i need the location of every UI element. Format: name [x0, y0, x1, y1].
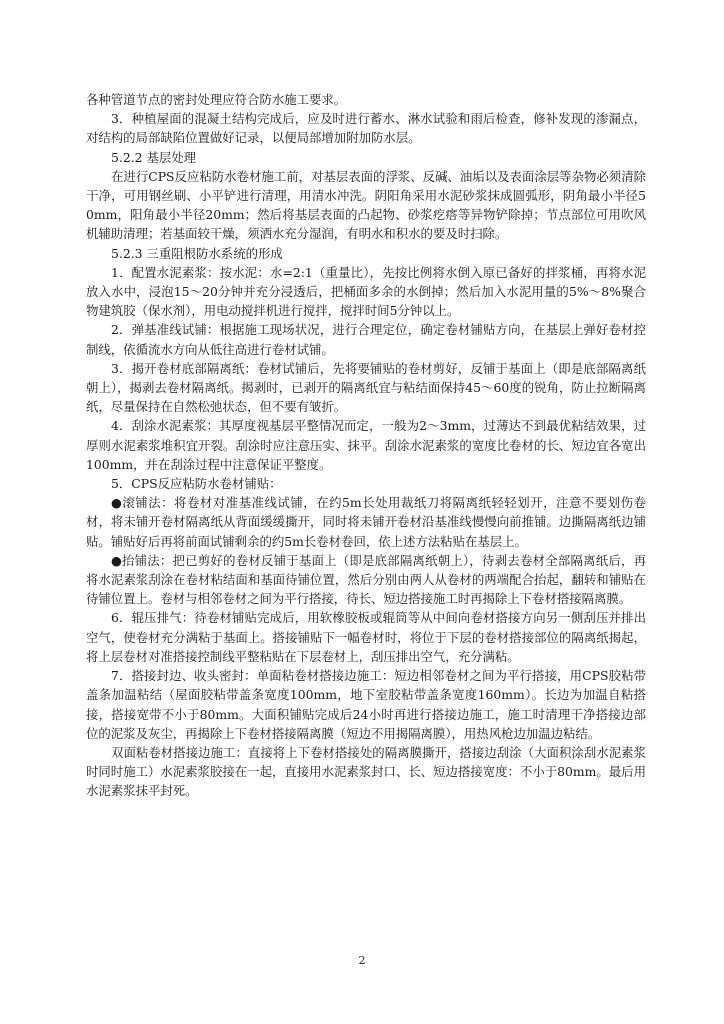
paragraph-step-4: 4．刮涂水泥素浆：其厚度视基层平整情况而定，一般为2～3mm，过薄达不到最优粘结效果，过厚则水泥素浆堆积宜开裂。刮涂时应注意压实、抹平。刮涂水泥素浆的宽度比卷材的长、短边宜各宽出100mm，并在刮涂过程中注意保证平整度。	[86, 418, 646, 472]
paragraph-step-6: 6．辊压排气：待卷材铺贴完成后，用软橡胶板或辊筒等从中间向卷材搭接方向另一侧刮压并排出空气，使卷材充分满粘于基面上。搭接铺贴下一幅卷材时，将位于下层的卷材搭接部位的隔离纸揭起，将上层卷材对准搭接控制线平整粘贴在下层卷材上，刮压排出空气，充分满粘。	[86, 610, 646, 664]
paragraph-item-3: 3．种植屋面的混凝土结构完成后，应及时进行蓄水、淋水试验和雨后检查，修补发现的渗漏点，对结构的局部缺陷位置做好记录，以便局部增加附加防水层。	[86, 111, 646, 146]
paragraph-rolling-method: ●滚铺法：将卷材对准基准线试铺，在约5m长处用裁纸刀将隔离纸轻轻划开，注意不要划伤卷材，将未铺开卷材隔离纸从背面缓缓撕开，同时将未铺开卷材沿基准线慢慢向前推铺。边撕隔离纸边铺贴。铺贴好后再将前面试铺剩余的约5m长卷材卷回，依上述方法粘贴在基层上。	[86, 495, 646, 549]
paragraph-continuation: 各种管道节点的密封处理应符合防水施工要求。	[86, 92, 347, 107]
document-body	[86, 90, 646, 801]
paragraph-base-treatment: 在进行CPS反应粘防水卷材施工前，对基层表面的浮浆、反碱、油垢以及表面涂层等杂物必须清除干净，可用钢丝刷、小平铲进行清理，用清水冲洗。阴阳角采用水泥砂浆抹成圆弧形，阴角最小半径50mm，阳角最小半径20mm；然后将基层表面的凸起物、砂浆疙瘩等异物铲除掉；节点部位可用吹风机辅助清理；若基面较干燥，须洒水充分湿润，有明水和积水的要及时扫除。	[86, 168, 646, 242]
paragraph-double-sided: 双面粘卷材搭接边施工：直接将上下卷材搭接处的隔离膜撕开，搭接边刮涂（大面积涂刮水泥素浆时同时施工）水泥素浆胶接在一起，直接用水泥素浆封口、长、短边搭接宽度：不小于80mm。最后用水泥素浆抹平封死。	[86, 744, 646, 799]
page-number: 2	[358, 954, 366, 967]
paragraph-step-1: 1．配置水泥素浆：按水泥：水=2:1（重量比），先按比例将水倒入原已备好的拌浆桶，再将水泥放入水中，浸泡15～20分钟并充分浸透后，把桶面多余的水倒掉；然后加入水泥用量的5%～8%聚合物建筑胶（保水剂），用电动搅拌机进行搅拌，搅拌时间5分钟以上。	[86, 264, 646, 319]
paragraph-step-3: 3．揭开卷材底部隔离纸：卷材试铺后，先将要铺贴的卷材剪好，反铺于基面上（即是底部隔离纸朝上），揭剥去卷材隔离纸。揭剥时，已剥开的隔离纸宜与粘结面保持45～60度的锐角，防止拉断隔离纸，尽量保持在自然松弛状态，但不要有皱折。	[86, 360, 646, 415]
paragraph-lifting-method: ●抬铺法：把已剪好的卷材反铺于基面上（即是底部隔离纸朝上），待剥去卷材全部隔离纸后，再将水泥素浆刮涂在卷材粘结面和基面待铺位置，然后分别由两人从卷材的两端配合抬起，翻转和铺贴在待铺位置上。卷材与相邻卷材之间为平行搭接，待长、短边搭接施工时再揭除上下卷材搭接隔离膜。	[86, 552, 646, 607]
section-heading-5-2-3: 5.2.3 三重阻根防水系统的形成	[111, 245, 283, 261]
paragraph-step-7: 7．搭接封边、收头密封：单面粘卷材搭接边施工：短边相邻卷材之间为平行搭接，用CPS胶粘带盖条加温粘结（屋面胶粘带盖条宽度100mm，地下室胶粘带盖条宽度160mm）。长边为加温自粘搭接，搭接宽带不小于80mm。大面积铺贴完成后24小时再进行搭接边施工，施工时清理干净搭接边部位的泥浆及灰尘，再揭除上下卷材搭接隔离膜（短边不用揭隔离膜），用热风枪边加温边粘结。	[86, 668, 646, 741]
paragraph-step-2: 2．弹基准线试铺：根据施工现场状况，进行合理定位，确定卷材铺贴方向，在基层上弹好卷材控制线，依循流水方向从低往高进行卷材试铺。	[86, 322, 646, 357]
paragraph-step-5: 5．CPS反应粘防水卷材铺贴：	[111, 476, 282, 492]
section-heading-5-2-2: 5.2.2 基层处理	[111, 149, 197, 165]
